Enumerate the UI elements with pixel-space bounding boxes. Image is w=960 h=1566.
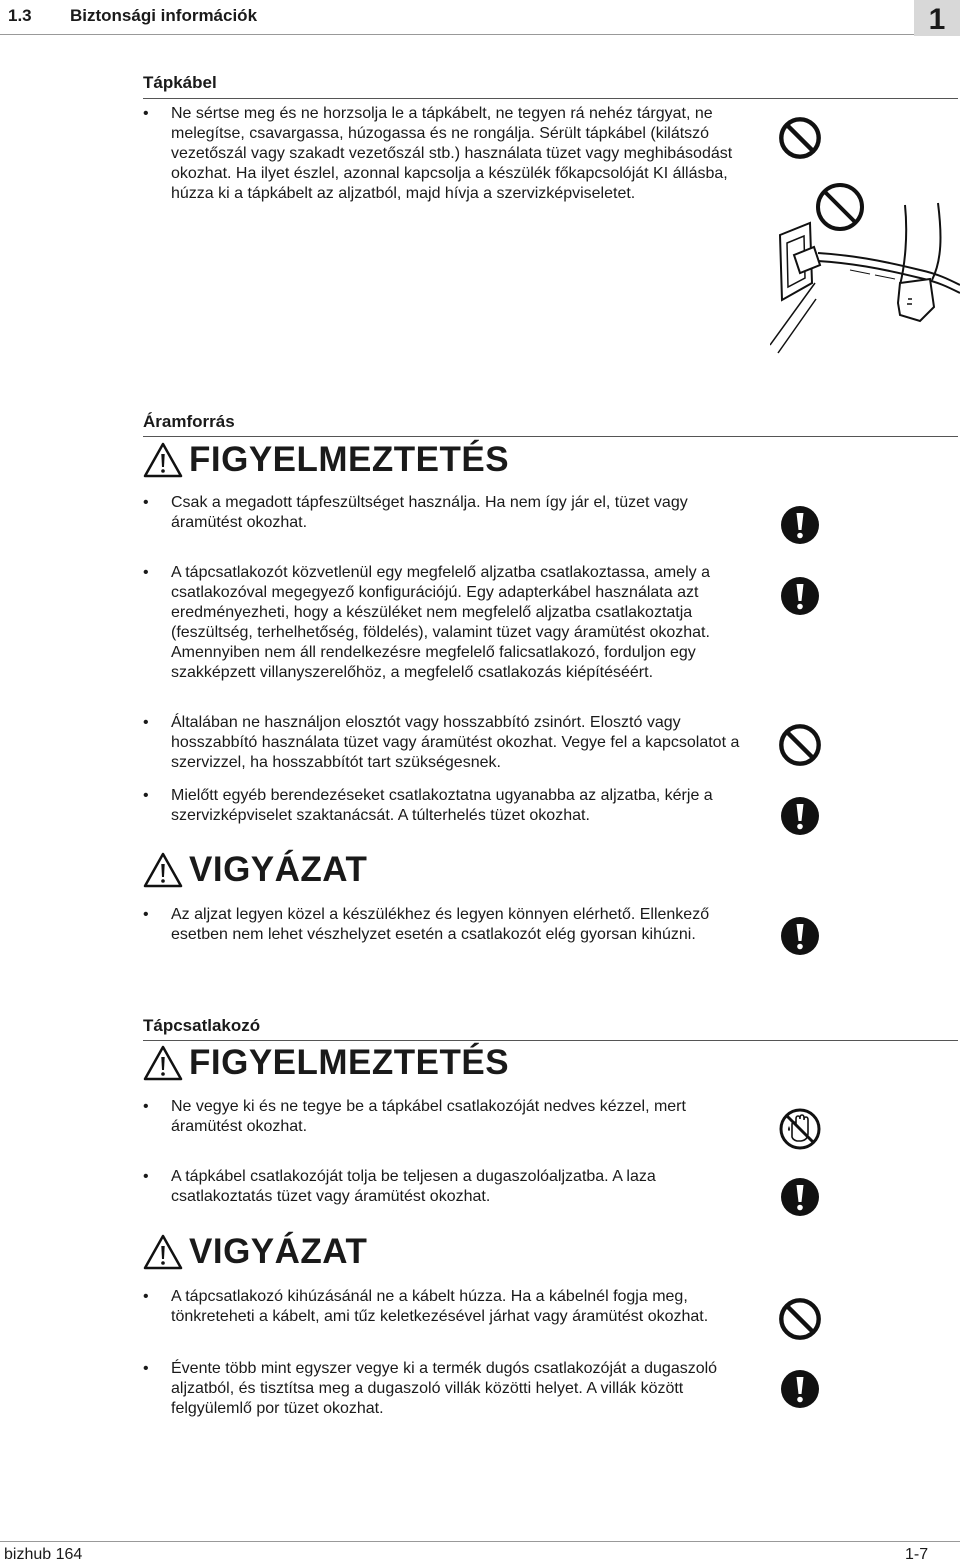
- section-divider: [143, 98, 958, 99]
- warning-heading: [143, 1043, 509, 1083]
- header-divider: [0, 34, 914, 35]
- mandatory-action-icon: [780, 916, 820, 956]
- prohibition-icon: [778, 1297, 822, 1341]
- section-tapkabel-title: Tápkábel: [143, 73, 217, 92]
- caution-label: VIGYÁZAT: [189, 1232, 368, 1271]
- item-text: A tápcsatlakozó kihúzásánál ne a kábelt húzza. Ha a kábelnél fogja meg, tönkreteheti a kábelt, ami tűz keletkezésével járhat vagy áramütést okozhat.: [171, 1288, 709, 1325]
- list-item: [143, 104, 761, 204]
- item-text: Általában ne használjon elosztót vagy hosszabbító zsinórt. Elosztó vagy hosszabbító használata tüzet vagy áramütést okozhat. Vegye fel a kapcsolatot a szervizzel, ha hosszabbítót tart szükségesnek.: [171, 714, 740, 771]
- item-text: A tápkábel csatlakozóját tolja be teljesen a dugaszolóaljzatba. A laza csatlakoztatás tüzet vagy áramütést okozhat.: [171, 1168, 656, 1205]
- item-text: Az aljzat legyen közel a készülékhez és legyen könnyen elérhető. Ellenkező esetben nem lehet vészhelyzet esetén a csatlakozót elég gyorsan kihúzni.: [171, 906, 710, 943]
- section-aramforras-title: Áramforrás: [143, 412, 235, 431]
- list-item: [143, 713, 761, 773]
- mandatory-action-icon: [780, 576, 820, 616]
- caution-label: VIGYÁZAT: [189, 850, 368, 889]
- bullet: •: [143, 1098, 149, 1115]
- mandatory-action-icon: [780, 796, 820, 836]
- section-number: 1.3: [8, 6, 32, 25]
- warning-label: FIGYELMEZTETÉS: [189, 440, 510, 479]
- bullet: •: [143, 564, 149, 581]
- warning-label: FIGYELMEZTETÉS: [189, 1043, 510, 1082]
- warning-triangle-icon: [143, 1045, 183, 1081]
- caution-heading: [143, 850, 367, 890]
- bullet: •: [143, 105, 149, 122]
- item-text: Csak a megadott tápfeszültséget használja. Ha nem így jár el, tüzet vagy áramütést okozhat.: [171, 494, 688, 531]
- no-wet-hands-icon: [778, 1107, 822, 1151]
- list-item: [143, 563, 761, 683]
- chapter-number: 1: [914, 0, 960, 36]
- footer-page-number: 1-7: [905, 1546, 929, 1563]
- bullet: •: [143, 494, 149, 511]
- unplug-cable-prohibited-illustration: [770, 175, 960, 355]
- footer-divider: [0, 1541, 960, 1542]
- warning-heading: [143, 440, 509, 480]
- footer-model: bizhub 164: [4, 1546, 83, 1563]
- mandatory-action-icon: [780, 1177, 820, 1217]
- warning-triangle-icon: [143, 1234, 183, 1270]
- bullet: •: [143, 906, 149, 923]
- section-divider: [143, 436, 958, 437]
- list-item: [143, 1167, 761, 1207]
- list-item: [143, 1287, 761, 1327]
- bullet: •: [143, 1288, 149, 1305]
- warning-triangle-icon: [143, 442, 183, 478]
- mandatory-action-icon: [780, 505, 820, 545]
- warning-triangle-icon: [143, 852, 183, 888]
- item-text: Évente több mint egyszer vegye ki a termék dugós csatlakozóját a dugaszoló aljzatból, és tisztítsa meg a dugaszoló villák közötti helyet. A villák között felgyülemlő por tüzet okozhat.: [171, 1360, 718, 1417]
- section-divider: [143, 1040, 958, 1041]
- item-text: Mielőtt egyéb berendezéseket csatlakoztatna ugyanabba az aljzatba, kérje a szervizképviselet szaktanácsát. A túlterhelés tüzet okozhat.: [171, 787, 713, 824]
- list-item: [143, 493, 761, 533]
- section-tapcsatlakozo-title: Tápcsatlakozó: [143, 1016, 261, 1035]
- item-text: Ne sértse meg és ne horzsolja le a tápkábelt, ne tegyen rá nehéz tárgyat, ne melegítse, csavargassa, húzogassa és ne rongálja. Sérült tápkábel (kilátszó vezetőszál vagy szakadt vezetőszál stb.) használata tüzet vagy meghibásodást okozhat. Ha ilyet észlel, azonnal kapcsolja a készülék főkapcsolóját KI állásba, húzza ki a tápkábelt az aljzatból, majd hívja a szervizképviseletet.: [171, 105, 733, 202]
- list-item: [143, 905, 761, 945]
- bullet: •: [143, 787, 149, 804]
- bullet: •: [143, 1168, 149, 1185]
- bullet: •: [143, 1360, 149, 1377]
- item-text: Ne vegye ki és ne tegye be a tápkábel csatlakozóját nedves kézzel, mert áramütést okozhat.: [171, 1098, 686, 1135]
- list-item: [143, 1097, 761, 1137]
- bullet: •: [143, 714, 149, 731]
- prohibition-icon: [778, 723, 822, 767]
- list-item: [143, 786, 761, 826]
- prohibition-icon: [778, 116, 822, 160]
- item-text: A tápcsatlakozót közvetlenül egy megfelelő aljzatba csatlakoztassa, amely a csatlakozóval megegyező konfigurációjú. Egy adapterkábel használata azt eredményezheti, hogy a készüléket nem megfelelő aljzatba csatlakoztatja (feszültség, terhelhetőség, földelés), valamint tüzet vagy áramütést okozhat. Amennyiben nem áll rendelkezésre megfelelő falicsatlakozó, forduljon egy szakképzett villanyszerelőhöz, a megfelelő csatlakozás kiépítéséért.: [171, 564, 710, 681]
- list-item: [143, 1359, 761, 1419]
- section-title: Biztonsági információk: [70, 6, 258, 25]
- caution-heading: [143, 1232, 367, 1272]
- mandatory-action-icon: [780, 1369, 820, 1409]
